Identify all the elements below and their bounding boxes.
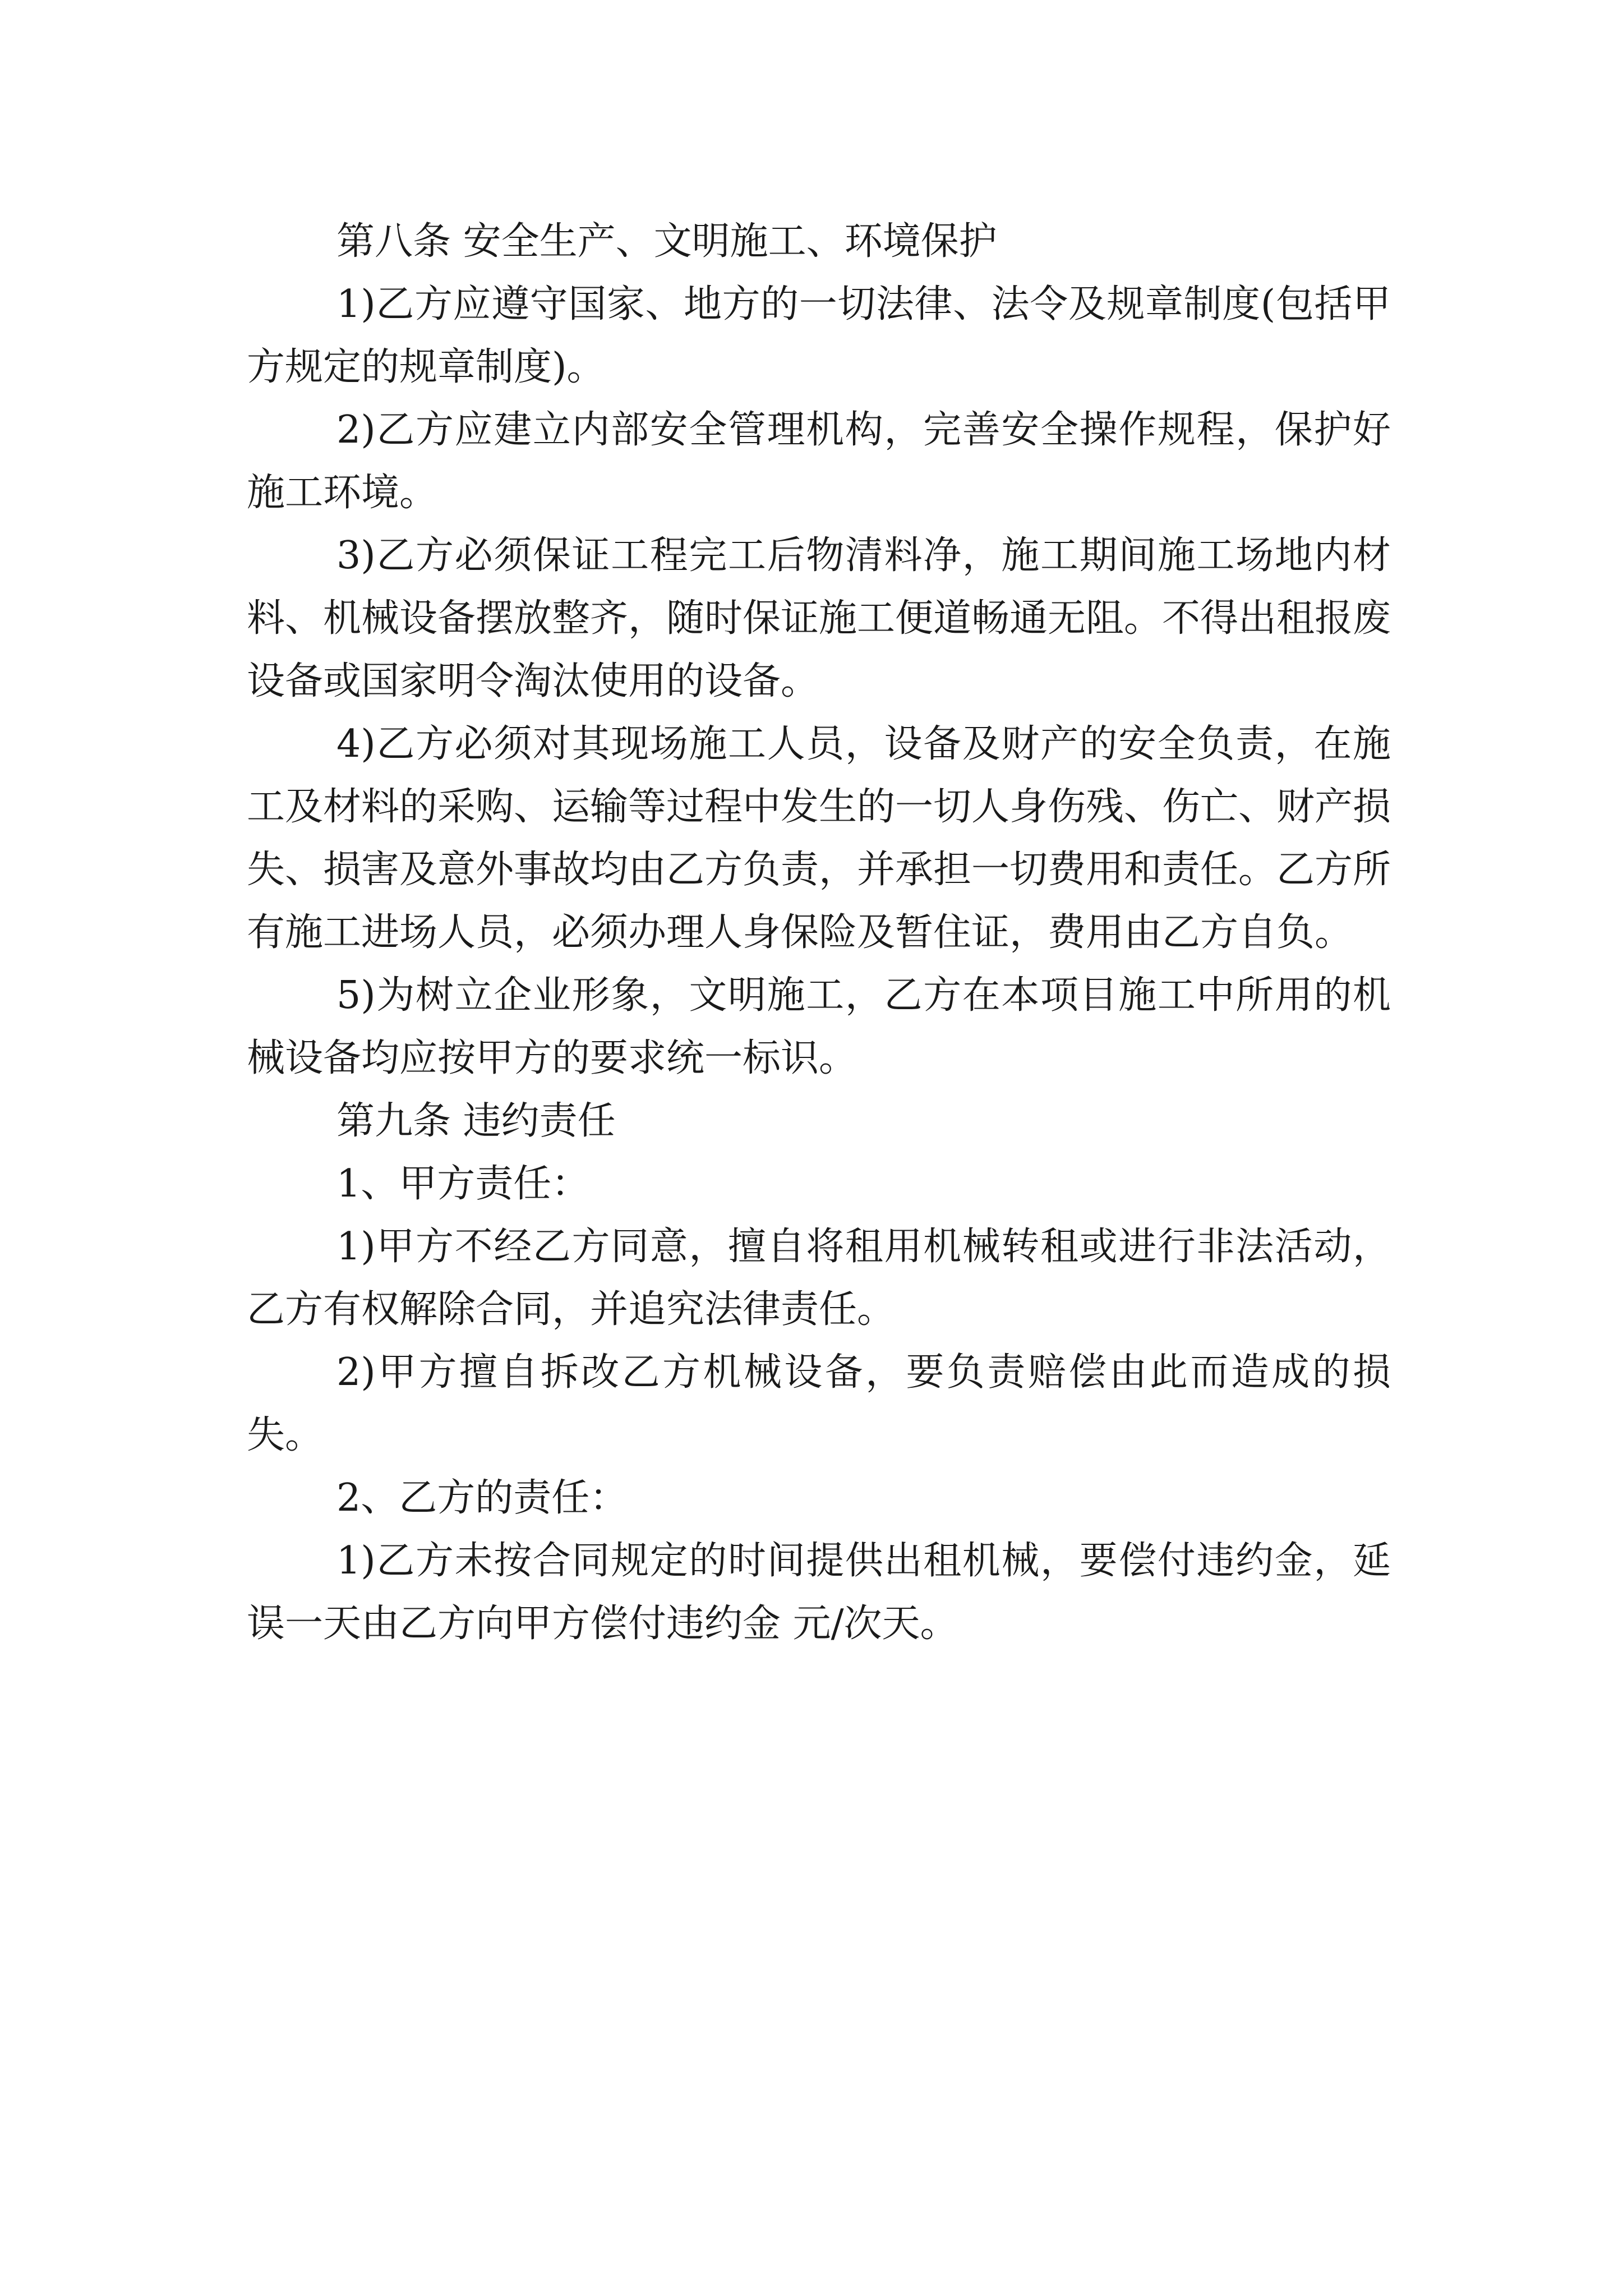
article-8-heading: 第八条 安全生产、文明施工、环境保护	[336, 219, 997, 264]
article-8-clause-4: 4)乙方必须对其现场施工人员，设备及财产的安全负责，在施工及材料的采购、运输等过程中发生的一切人身伤残、伤亡、财产损失、损害及意外事故均由乙方负责，并承担一切费用和责任。乙方所有施工进场人员，必须办理人身保险及暂住证，费用由乙方自负。	[247, 722, 1391, 955]
article-9-heading: 第九条 违约责任	[336, 1099, 616, 1143]
article-8-clause-2: 2)乙方应建立内部安全管理机构，完善安全操作规程，保护好施工环境。	[247, 408, 1391, 515]
party-b-responsibility-heading: 2、乙方的责任：	[336, 1476, 628, 1520]
party-a-responsibility-heading: 1、甲方责任：	[336, 1162, 590, 1206]
party-a-clause-2: 2)甲方擅自拆改乙方机械设备，要负责赔偿由此而造成的损失。	[247, 1350, 1391, 1457]
party-a-clause-1: 1)甲方不经乙方同意，擅自将租用机械转租或进行非法活动，乙方有权解除合同，并追究法律责任。	[247, 1225, 1391, 1332]
article-8-clause-3: 3)乙方必须保证工程完工后物清料净，施工期间施工场地内材料、机械设备摆放整齐，随时保证施工便道畅通无阻。不得出租报废设备或国家明令淘汰使用的设备。	[247, 533, 1391, 703]
document-body	[247, 210, 1391, 1655]
article-8-clause-1: 1)乙方应遵守国家、地方的一切法律、法令及规章制度(包括甲方规定的规章制度)。	[247, 282, 1391, 389]
party-b-clause-1: 1)乙方未按合同规定的时间提供出租机械，要偿付违约金，延误一天由乙方向甲方偿付违约金 元/次天。	[247, 1539, 1391, 1646]
article-8-clause-5: 5)为树立企业形象，文明施工，乙方在本项目施工中所用的机械设备均应按甲方的要求统一标识。	[247, 973, 1391, 1080]
